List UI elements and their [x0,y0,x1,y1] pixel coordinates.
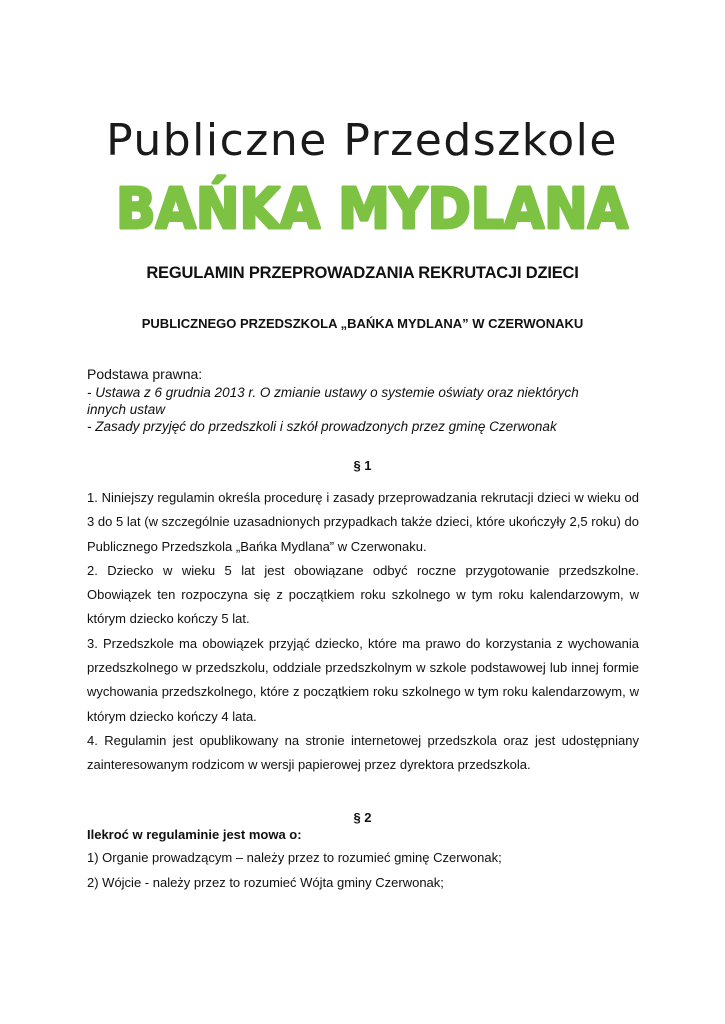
section-1-paragraph: 2. Dziecko w wieku 5 lat jest obowiązane odbyć roczne przygotowanie przedszkolne. Obowiązek ten rozpoczyna się z początkiem roku szkolnego w tym roku kalendarzowym, w którym dziecko kończy 5 lat. [87,562,639,627]
document-subtitle: PUBLICZNEGO PRZEDSZKOLA „BAŃKA MYDLANA” W CZERWONAKU [141,316,584,331]
section-1-paragraph: 1. Niniejszy regulamin określa procedurę i zasady przeprowadzania rekrutacji dzieci w wieku od 3 do 5 lat (w szczególnie uzasadnionych przypadkach także dzieci, które ukończyły 2,5 roku) do Publicznego Przedszkola „Bańka Mydlana” w Czerwonaku. [87,490,639,554]
section-1-paragraph: 3. Przedszkole ma obowiązek przyjąć dziecko, które ma prawo do korzystania z wychowania przedszkolnego w przedszkolu, oddziale przedszkolnym w szkole podstawowej lub innej formie wychowania przedszkolnego, które z początkiem roku szkolnego w tym roku kalendarzowym, w którym dziecko kończy 4 lata. [87,635,639,724]
document-title: REGULAMIN PRZEPROWADZANIA REKRUTACJI DZIECI [146,264,579,282]
logo-line-2: BAŃKA MYDLANA [116,177,668,240]
legal-basis-item: - Ustawa z 6 grudnia 2013 r. O zmianie ustawy o systemie oświaty oraz niektórych innych ustaw [87,385,579,417]
legal-basis-label: Podstawa prawna: [87,366,203,382]
logo-line-1: Publiczne Przedszkole [106,115,618,166]
kindergarten-logo [0,110,725,240]
legal-basis-item: - Zasady przyjęć do przedszkoli i szkół prowadzonych przez gminę Czerwonak [87,419,557,434]
section-2-intro: Ilekroć w regulaminie jest mowa o: [87,827,302,842]
legal-basis [87,365,647,435]
section-1-body [87,486,639,778]
section-2-item: 2) Wójcie - należy przez to rozumieć Wójta gminy Czerwonak; [87,875,444,890]
section-2-body [87,825,639,895]
section-1-paragraph: 4. Regulamin jest opublikowany na stronie internetowej przedszkola oraz jest udostępniany zainteresowanym rodzicom w wersji papierowej przez dyrektora przedszkola. [87,732,639,773]
section-1-sign: § 1 [353,458,372,473]
section-2-sign: § 2 [353,810,372,825]
section-2-item: 1) Organie prowadzącym – należy przez to rozumieć gminę Czerwonak; [87,850,502,865]
